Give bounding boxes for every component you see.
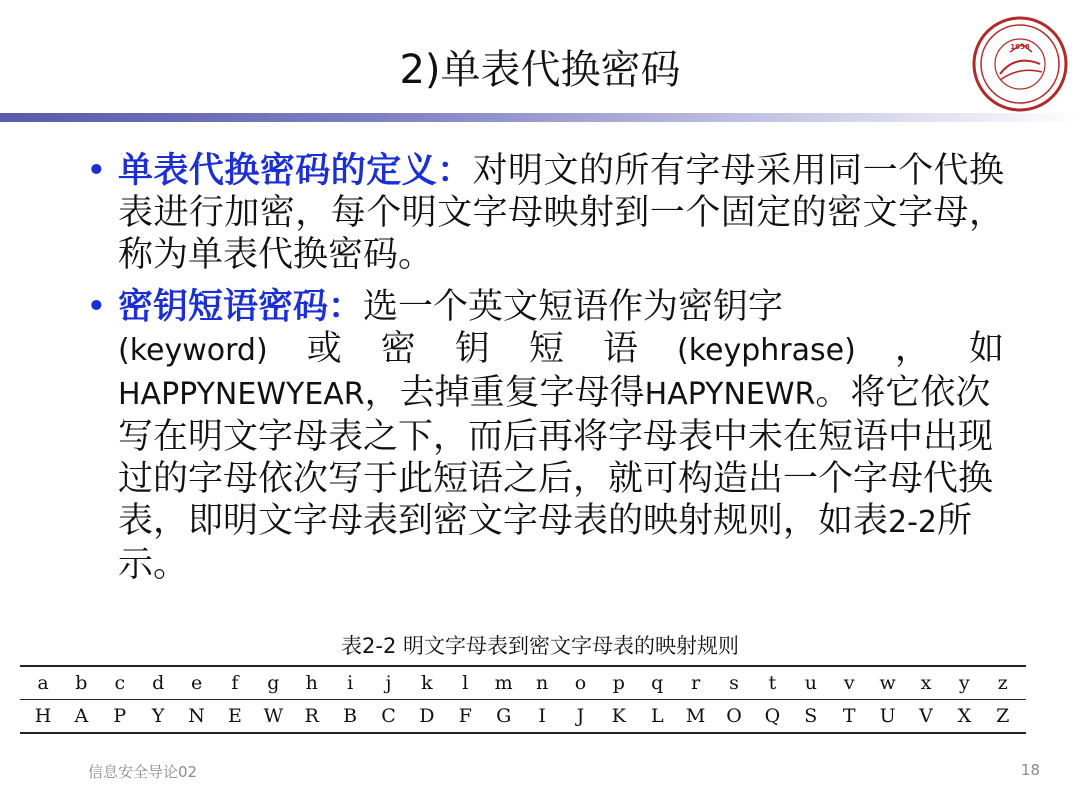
plain-letter: t — [768, 672, 777, 694]
plain-letter: p — [612, 672, 625, 694]
plain-letter: l — [462, 672, 469, 694]
cipher-letter: E — [228, 705, 242, 727]
ciphertext-row — [20, 700, 1026, 732]
bullet-dot-icon: • — [86, 151, 107, 191]
plain-letter: x — [920, 672, 932, 694]
plain-letter: h — [305, 672, 318, 694]
cipher-letter: T — [842, 705, 856, 727]
line2-char: 密 — [380, 329, 416, 369]
keyphrase-line-2 — [118, 328, 1004, 372]
line2-char: 如 — [968, 329, 1004, 369]
cipher-letter: P — [113, 705, 127, 727]
cipher-letter: Q — [764, 705, 781, 727]
footer-course: 信息安全导论02 — [88, 763, 198, 781]
seal-year: 1958 — [1010, 43, 1030, 51]
definition-body: 对明文的所有字母采用同一个代换表进行加密，每个明文字母映射到一个固定的密文字母，称为单表代换密码。 — [118, 151, 1004, 275]
plain-letter: e — [190, 672, 203, 694]
plain-letter: g — [267, 672, 280, 694]
plain-letter: q — [651, 672, 664, 694]
cipher-letter: J — [576, 705, 585, 727]
cipher-letter: M — [685, 705, 706, 727]
mapping-table — [20, 665, 1026, 734]
cipher-letter: N — [188, 705, 205, 727]
cipher-letter: A — [74, 705, 89, 727]
keyphrase-rest — [118, 372, 1004, 586]
line2-char: 短 — [528, 329, 564, 369]
keyword-term: (keyword) — [118, 333, 268, 368]
phrase-example: HAPPYNEWYEAR — [118, 377, 365, 412]
plain-letter: d — [152, 672, 165, 694]
cipher-letter: O — [726, 705, 742, 727]
slide-title: 2)单表代换密码 — [399, 47, 681, 93]
plain-letter: s — [729, 672, 739, 694]
cipher-letter: I — [538, 705, 546, 727]
cipher-letter: Y — [151, 705, 165, 727]
plaintext-row — [20, 667, 1026, 700]
plain-letter: k — [421, 672, 433, 694]
table-caption — [0, 631, 1080, 661]
plain-letter: z — [997, 672, 1008, 694]
caption-text: 明文字母表到密文字母表的映射规则 — [396, 634, 739, 658]
bullet-dot-icon: • — [86, 287, 107, 327]
cipher-letter: W — [263, 705, 284, 727]
cipher-letter: B — [343, 705, 358, 727]
plain-letter: f — [231, 672, 239, 694]
line2-char: 或 — [306, 329, 342, 369]
rest-mid: ，去掉重复字母得 — [364, 373, 645, 413]
bullet-keyphrase — [86, 286, 1004, 586]
caption-number: 2-2 — [362, 634, 397, 658]
keyphrase-term: (keyphrase) — [677, 333, 856, 368]
cipher-letter: F — [458, 705, 472, 727]
cipher-letter: H — [34, 705, 52, 727]
rest-tail: 。将它依次写在明文字母表之下，而后再将字母表中未在短语中出现过的字母依次写于此短语之后，就可构造出一个字母代换表，即明文字母表到密文字母表的映射规则，如表 — [118, 373, 994, 541]
cipher-letter: C — [381, 705, 396, 727]
plain-letter: j — [385, 672, 392, 694]
cipher-letter: X — [957, 705, 972, 727]
line2-char: 钥 — [454, 329, 490, 369]
line2-char: 语 — [602, 329, 638, 369]
cipher-letter: Z — [996, 705, 1010, 727]
plain-letter: v — [843, 672, 855, 694]
plain-letter: c — [114, 672, 126, 694]
table-ref: 2-2 — [888, 505, 938, 540]
plain-letter: b — [75, 672, 88, 694]
plain-letter: n — [535, 672, 549, 694]
cipher-letter: S — [804, 705, 818, 727]
plain-letter: y — [959, 672, 970, 694]
plain-letter: a — [37, 672, 49, 694]
cipher-letter: L — [650, 705, 664, 727]
line2-char: ， — [894, 329, 930, 369]
plain-letter: m — [494, 672, 513, 694]
cipher-letter: U — [879, 705, 896, 727]
cipher-letter: D — [419, 705, 435, 727]
plain-letter: u — [804, 672, 817, 694]
plain-letter: o — [574, 672, 587, 694]
caption-prefix: 表 — [341, 634, 362, 658]
plain-letter: r — [691, 672, 701, 694]
term-keyphrase: 密钥短语密码： — [118, 286, 364, 327]
title-divider — [0, 113, 1080, 122]
slide-content — [86, 150, 1004, 596]
keyword-example: HAPYNEWR — [644, 377, 816, 412]
keyphrase-line-1 — [118, 286, 1004, 328]
bullet-definition — [86, 150, 1004, 276]
term-definition: 单表代换密码的定义： — [118, 150, 473, 191]
plain-letter: i — [347, 672, 354, 694]
cipher-letter: R — [304, 705, 319, 727]
cipher-letter: K — [611, 705, 626, 727]
plain-letter: w — [879, 672, 896, 694]
cipher-letter: G — [496, 705, 512, 727]
cipher-letter: V — [919, 705, 933, 727]
keyphrase-line-1-text: 选一个英文短语作为密钥字 — [363, 287, 784, 327]
page-number: 18 — [1020, 761, 1040, 779]
rest-end: 所示。 — [118, 501, 973, 585]
university-seal-icon — [970, 14, 1070, 114]
